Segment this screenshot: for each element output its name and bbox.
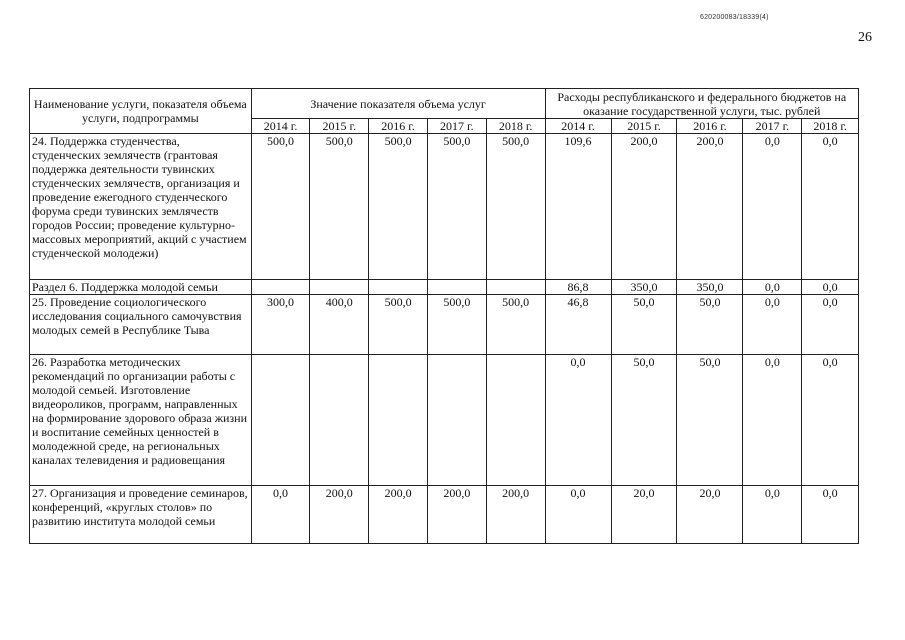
services-table (29, 88, 859, 544)
volume-cell (251, 355, 310, 486)
year-header: 2016 г. (369, 119, 428, 134)
expense-cell: 0,0 (802, 280, 859, 295)
expense-cell: 350,0 (611, 280, 677, 295)
expense-cell: 20,0 (611, 486, 677, 544)
expense-cell: 0,0 (743, 295, 802, 355)
year-header: 2018 г. (486, 119, 545, 134)
page-number: 26 (858, 30, 872, 45)
row-name: 24. Поддержка студенчества, студенческих землячеств (грантовая поддержка деятельности тувинских студенческих землячеств, организация и проведение ежегодного студенческого форума среди тувинских землячеств городов России; проведение культурно-массовых мероприятий, акций с участием студенческой молодежи) (30, 134, 252, 280)
year-header: 2015 г. (310, 119, 369, 134)
expense-cell: 200,0 (677, 134, 743, 280)
row-name: 26. Разработка методических рекомендаций по организации работы с молодой семьей. Изготовление видеороликов, программ, направленных на формирование здорового образа жизни и воспитание семейных ценностей в молодежной среде, на региональных каналах телевидения и радиовещания (30, 355, 252, 486)
expense-cell: 50,0 (611, 295, 677, 355)
expense-cell: 0,0 (743, 134, 802, 280)
expense-cell: 50,0 (611, 355, 677, 486)
expense-cell: 0,0 (743, 486, 802, 544)
header-service-name: Наименование услуги, показателя объема услуги, подпрограммы (30, 89, 252, 134)
volume-cell: 500,0 (427, 295, 486, 355)
row-name: 27. Организация и проведение семинаров, конференций, «круглых столов» по развитию института молодой семьи (30, 486, 252, 544)
volume-cell: 400,0 (310, 295, 369, 355)
table-row (30, 134, 859, 280)
header-row-groups (30, 89, 859, 119)
volume-cell (310, 280, 369, 295)
table-row (30, 355, 859, 486)
expense-cell: 109,6 (545, 134, 611, 280)
volume-cell: 500,0 (369, 295, 428, 355)
expense-cell: 50,0 (677, 295, 743, 355)
section-title: Раздел 6. Поддержка молодой семьи (30, 280, 252, 295)
header-expenses-group: Расходы республиканского и федерального бюджетов на оказание государственной услуги, тыс. рублей (545, 89, 858, 119)
expense-cell: 86,8 (545, 280, 611, 295)
table-row (30, 295, 859, 355)
expense-cell: 0,0 (802, 134, 859, 280)
volume-cell: 300,0 (251, 295, 310, 355)
volume-cell: 500,0 (427, 134, 486, 280)
volume-cell (310, 355, 369, 486)
expense-cell: 0,0 (743, 355, 802, 486)
section-row (30, 280, 859, 295)
year-header: 2014 г. (545, 119, 611, 134)
expense-cell: 0,0 (545, 355, 611, 486)
volume-cell: 0,0 (251, 486, 310, 544)
volume-cell (427, 355, 486, 486)
row-name: 25. Проведение социологического исследования социального самочувствия молодых семей в Республике Тыва (30, 295, 252, 355)
year-header: 2016 г. (677, 119, 743, 134)
volume-cell: 500,0 (486, 134, 545, 280)
expense-cell: 0,0 (743, 280, 802, 295)
volume-cell (486, 355, 545, 486)
year-header: 2017 г. (427, 119, 486, 134)
year-header: 2017 г. (743, 119, 802, 134)
volume-cell: 500,0 (251, 134, 310, 280)
volume-cell: 200,0 (310, 486, 369, 544)
table-row (30, 486, 859, 544)
volume-cell (369, 280, 428, 295)
volume-cell (486, 280, 545, 295)
expense-cell: 46,8 (545, 295, 611, 355)
expense-cell: 200,0 (611, 134, 677, 280)
volume-cell: 500,0 (369, 134, 428, 280)
expense-cell: 350,0 (677, 280, 743, 295)
volume-cell (251, 280, 310, 295)
document-id: 620200083/18339(4) (700, 14, 769, 21)
expense-cell: 50,0 (677, 355, 743, 486)
volume-cell (427, 280, 486, 295)
header-volume-group: Значение показателя объема услуг (251, 89, 545, 119)
volume-cell: 500,0 (486, 295, 545, 355)
year-header: 2015 г. (611, 119, 677, 134)
volume-cell: 200,0 (427, 486, 486, 544)
expense-cell: 20,0 (677, 486, 743, 544)
expense-cell: 0,0 (802, 355, 859, 486)
volume-cell: 200,0 (369, 486, 428, 544)
volume-cell (369, 355, 428, 486)
year-header: 2018 г. (802, 119, 859, 134)
volume-cell: 200,0 (486, 486, 545, 544)
year-header: 2014 г. (251, 119, 310, 134)
expense-cell: 0,0 (545, 486, 611, 544)
volume-cell: 500,0 (310, 134, 369, 280)
expense-cell: 0,0 (802, 295, 859, 355)
expense-cell: 0,0 (802, 486, 859, 544)
